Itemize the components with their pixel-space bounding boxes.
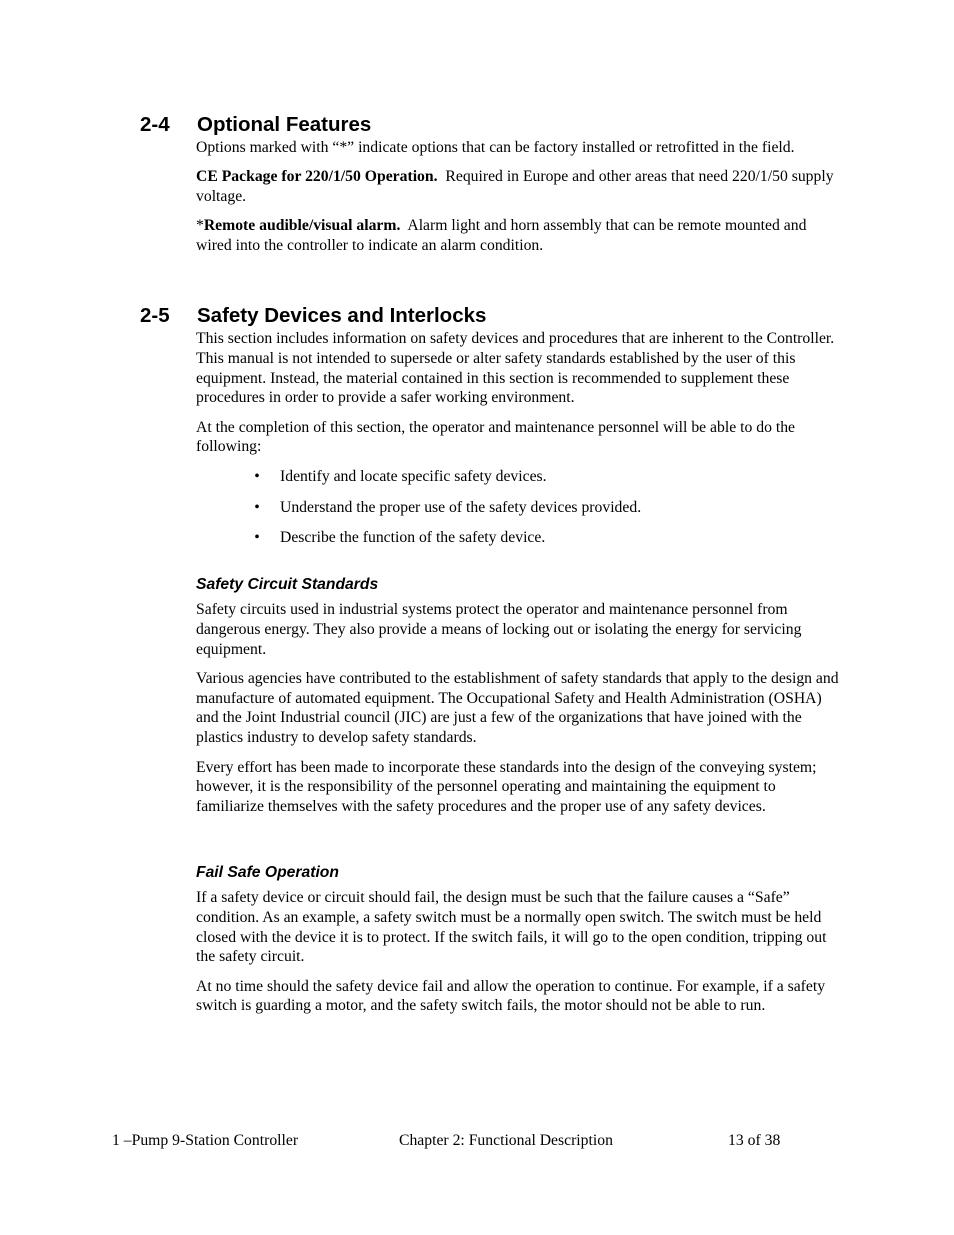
list-item: • Understand the proper use of the safety devices provided. <box>250 498 850 518</box>
bullet-icon: • <box>254 498 260 516</box>
subheading-safety-circuit-standards: Safety Circuit Standards <box>196 576 379 593</box>
section-number: 2-5 <box>140 304 170 327</box>
remote-alarm-prefix: * <box>196 217 204 235</box>
safety-devices-body <box>196 329 841 457</box>
paragraph: Every effort has been made to incorporate these standards into the design of the conveying system; however, it is the responsibility of the personnel operating and maintaining the equipment to familiarize themselves with the safety procedures and the proper use of any safety devices. <box>196 758 817 816</box>
section-heading-2-5 <box>140 304 486 328</box>
remote-alarm-label: Remote audible/visual alarm. <box>203 217 401 235</box>
section-title: Optional Features <box>197 113 372 136</box>
paragraph: If a safety device or circuit should fail, the design must be such that the failure causes a “Safe” condition. As an example, a safety switch must be a normally open switch. The switch must be held closed with the device it is to protect. If the switch fails, it will go to the open condition, tripping out the safety circuit. <box>196 889 827 966</box>
optional-features-body <box>196 138 841 256</box>
objectives-list <box>250 467 850 548</box>
remote-alarm-text: Alarm light and horn assembly that can be remote mounted and wired into the controller to indicate an alarm condition. <box>196 217 807 255</box>
optional-features-intro: Options marked with “*” indicate options that can be factory installed or retrofitted in the field. <box>196 139 795 156</box>
fail-safe-operation-body <box>196 888 841 1016</box>
remote-alarm-paragraph <box>196 216 841 256</box>
list-item: • Describe the function of the safety device. <box>250 528 850 548</box>
list-item: • Identify and locate specific safety devices. <box>250 467 850 487</box>
section-title: Safety Devices and Interlocks <box>197 304 487 327</box>
completion-paragraph: At the completion of this section, the operator and maintenance personnel will be able to do the following: <box>196 418 795 456</box>
safety-devices-intro: This section includes information on safety devices and procedures that are inherent to the Controller. This manual is not intended to supersede or alter safety standards established by the user of this equipment. Instead, the material contained in this section is recommended to supplement these procedures in order to provide a safer working environment. <box>196 330 835 407</box>
footer-page-number: 13 of 38 <box>728 1132 781 1149</box>
bullet-icon: • <box>254 468 260 485</box>
footer-document-title: 1 –Pump 9-Station Controller <box>112 1132 299 1149</box>
ce-package-text: Required in Europe and other areas that need 220/1/50 supply voltage. <box>196 168 834 206</box>
bullet-icon: • <box>254 529 260 546</box>
paragraph: At no time should the safety device fail and allow the operation to continue. For example, if a safety switch is guarding a motor, and the safety switch fails, the motor should not be able to run. <box>196 977 826 1015</box>
section-heading-2-4 <box>140 113 371 137</box>
subheading-fail-safe-operation: Fail Safe Operation <box>196 864 339 881</box>
safety-circuit-standards-body <box>196 600 841 817</box>
section-number: 2-4 <box>140 113 170 136</box>
ce-package-paragraph <box>196 167 841 207</box>
paragraph: Various agencies have contributed to the establishment of safety standards that apply to the design and manufacture of automated equipment. The Occupational Safety and Health Administration (OSHA) and the Joint Industrial council (JIC) are just a few of the organizations that have joined with the plastics industry to develop safety standards. <box>196 669 839 747</box>
paragraph: Safety circuits used in industrial systems protect the operator and maintenance personnel from dangerous energy. They also provide a means of locking out or isolating the energy for servicing equipment. <box>196 601 802 658</box>
footer-chapter: Chapter 2: Functional Description <box>399 1132 613 1149</box>
ce-package-label: CE Package for 220/1/50 Operation. <box>196 168 438 186</box>
